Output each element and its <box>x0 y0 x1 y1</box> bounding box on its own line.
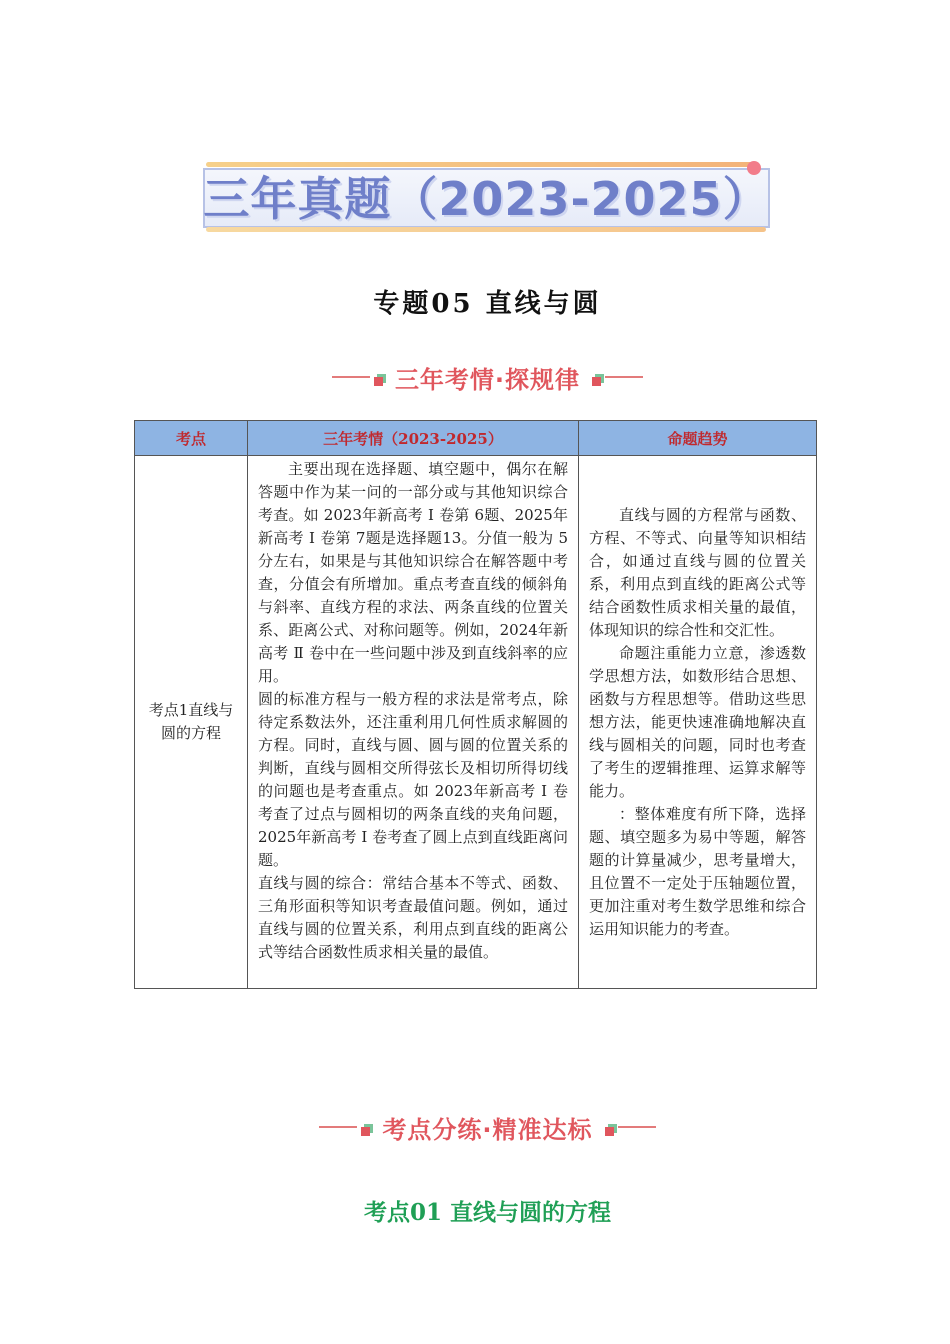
section-heading-text: 三年考情·探规律 <box>394 365 581 394</box>
exam-analysis-table <box>134 420 817 989</box>
topic-title: 专题05 直线与圆 <box>373 289 602 319</box>
square-decoration-icon <box>361 1127 370 1136</box>
section-heading-text: 考点分练·精准达标 <box>382 1115 593 1144</box>
kaodian-section-title: 考点01 直线与圆的方程 <box>363 1199 611 1226</box>
header-qushi: 命题趋势 <box>579 421 817 456</box>
cell-kaoqing <box>248 456 579 989</box>
cell-kaodian: 考点1直线与圆的方程 <box>135 456 248 989</box>
kaoqing-paragraph-1: 主要出现在选择题、填空题中，偶尔在解答题中作为某一问的一部分或与其他知识综合考查。如 2023年新高考 Ⅰ 卷第 6题、2025年新高考 Ⅰ 卷第 7题是选择题13。分值一般为 5分左右，如果是与其他知识综合在解答题中考查，分值会有所增加。重点考查直线的倾斜角与斜率、直线方程的求法、两条直线的位置关系、距离公式、对称问题等。例如，2024年新高考 Ⅱ 卷中在一些问题中涉及到直线斜率的应用。 <box>258 460 568 685</box>
qushi-paragraph-2: 命题注重能力立意，渗透数学思想方法，如数形结合思想、函数与方程思想等。借助这些思想方法，能更快速准确地解决直线与圆相关的问题，同时也考查了考生的逻辑推理、运算求解等能力。 <box>589 643 806 800</box>
table-header-row <box>135 421 817 456</box>
divider-line <box>332 376 370 378</box>
header-kaoqing: 三年考情（2023-2025） <box>248 421 579 456</box>
kaoqing-paragraph-2: 圆的标准方程与一般方程的求法是常考点，除待定系数法外，还注重利用几何性质求解圆的方程。同时，直线与圆、圆与圆的位置关系的判断，直线与圆相交所得弦长及相切所得切线的问题也是考查重点。如 2023年新高考 Ⅰ 卷考查了过点与圆相切的两条直线的夹角问题，2025年新高考 Ⅰ 卷考查了圆上点到直线距离问题。 <box>258 690 568 869</box>
table-row <box>135 456 817 989</box>
divider-line <box>605 376 643 378</box>
banner-title: 三年真题（2023-2025） <box>203 172 770 226</box>
section-heading-practice <box>0 1107 950 1147</box>
square-decoration-icon <box>592 377 601 386</box>
square-decoration-icon <box>605 1127 614 1136</box>
cell-qushi <box>579 456 817 989</box>
qushi-paragraph-1: 直线与圆的方程常与函数、方程、不等式、向量等知识相结合，如通过直线与圆的位置关系，利用点到直线的距离公式等结合函数性质求相关量的最值，体现知识的综合性和交汇性。 <box>589 505 806 639</box>
qushi-paragraph-3: ：整体难度有所下降，选择题、填空题多为易中等题，解答题的计算量减少，思考量增大，且位置不一定处于压轴题位置，更加注重对考生数学思维和综合运用知识能力的考查。 <box>589 804 806 938</box>
divider-line <box>319 1126 357 1128</box>
divider-line <box>618 1126 656 1128</box>
header-kaodian: 考点 <box>135 421 248 456</box>
kaoqing-paragraph-3: 直线与圆的综合：常结合基本不等式、函数、三角形面积等知识考查最值问题。例如，通过直线与圆的位置关系，利用点到直线的距离公式等结合函数性质求相关量的最值。 <box>258 874 568 961</box>
section-heading-trends <box>0 357 950 397</box>
square-decoration-icon <box>374 377 383 386</box>
